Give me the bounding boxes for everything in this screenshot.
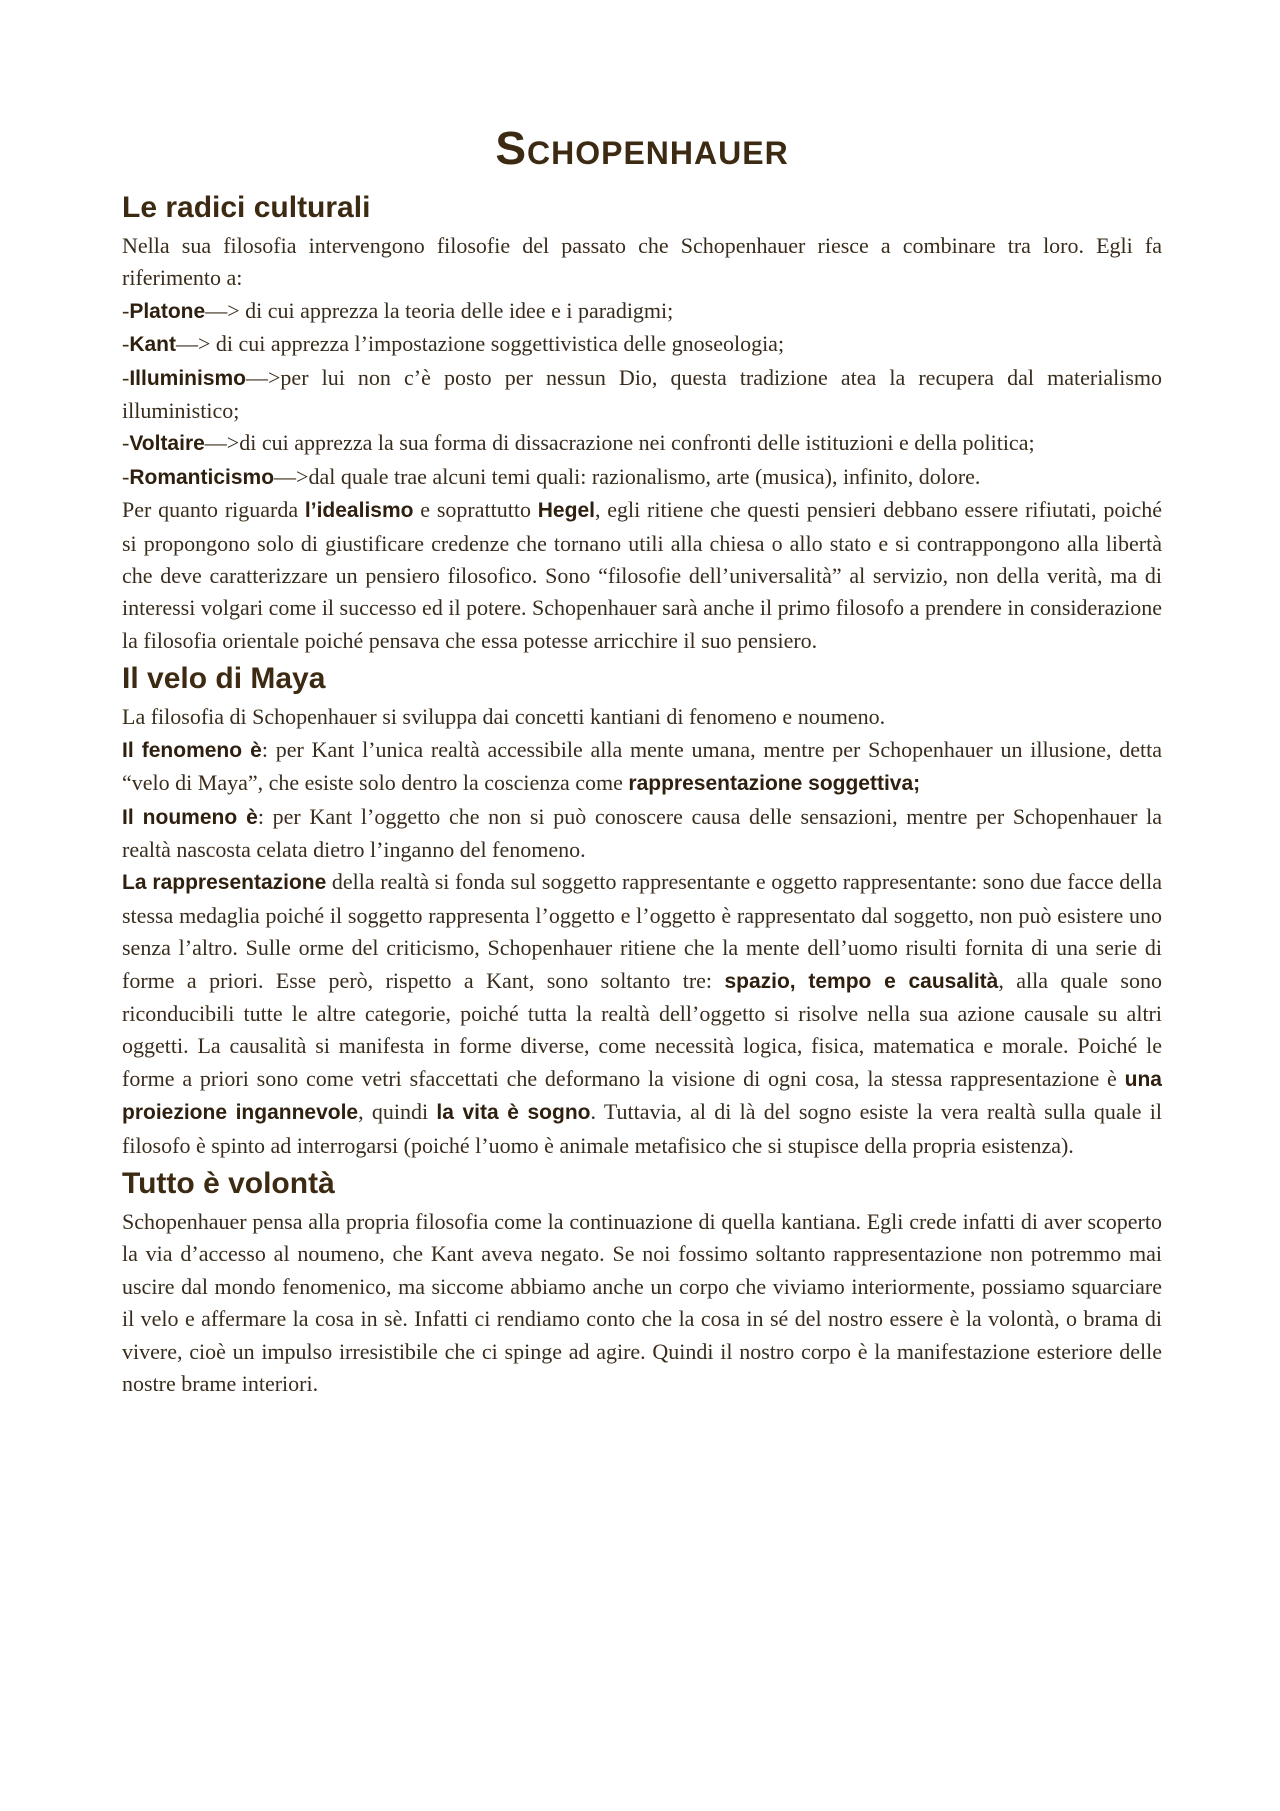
document-page [122, 120, 1162, 1400]
noumeno-paragraph: Il noumeno è: per Kant l’oggetto che non si può conoscere causa delle sensazioni, mentre per Schopenhauer la realtà nascosta celata dietro l’inganno del fenomeno. [122, 803, 1162, 862]
list-item-kant: -Kant—> di cui apprezza l’impostazione soggettivistica delle gnoseologia; [122, 331, 785, 357]
term-kant: Kant [129, 333, 176, 357]
term-illuminismo: Illuminismo [129, 366, 247, 390]
term-romanticismo: Romanticismo [129, 465, 275, 489]
fenomeno-paragraph: Il fenomeno è: per Kant l’unica realtà accessibile alla mente umana, mentre per Schopenhauer un illusione, detta “velo di Maya”, che esiste solo dentro la coscienza come rappresentazione soggettiva; [122, 736, 1162, 796]
volonta-paragraph: Schopenhauer pensa alla propria filosofia come la continuazione di quella kantiana. Egli crede infatti di aver scoperto la via d’accesso al noumeno, che Kant aveva negato. Se noi fossimo soltanto rappresentazione non potremmo mai uscire dal mondo fenomenico, ma siccome abbiamo anche un corpo che viviamo interiormente, possiamo squarciare il velo e affermare la cosa in sè. Infatti ci rendiamo conto che la cosa in sé del nostro essere è la volontà, o brama di vivere, cioè un impulso irresistibile che ci spinge ad agire. Quindi il nostro corpo è la manifestazione esteriore delle nostre brame interiori. [122, 1208, 1162, 1396]
term-platone: Platone [129, 299, 206, 323]
section-heading-radici: Le radici culturali [122, 191, 371, 224]
section-heading-maya: Il velo di Maya [122, 662, 326, 696]
rappresentazione-paragraph: La rappresentazione della realtà si fonda sul soggetto rappresentante e oggetto rappresentante: sono due facce della stessa medaglia poiché il soggetto rappresenta l’oggetto e l’oggetto è rappresentato dal soggetto, non può esistere uno senza l’altro. Sulle orme del criticismo, Schopenhauer ritiene che la mente dell’uomo risulti fornita di una serie di forme a priori. Esse però, rispetto a Kant, sono soltanto tre: spazio, tempo e causalità, alla quale sono riconducibili tutte le altre categorie, poiché tutta la realtà dell’oggetto si risolve nella sua azione causale su altri oggetti. La causalità si manifesta in forme diverse, come necessità logica, fisica, matematica e morale. Poiché le forme a priori sono come vetri sfaccettati che deformano la visione di ogni cosa, la stessa rappresentazione è una proiezione ingannevole, quindi la vita è sogno. Tuttavia, al di là del sogno esiste la vera realtà sulla quale il filosofo è spinto ad interrogarsi (poiché l’uomo è animale metafisico che si stupisce della propria esistenza). [122, 869, 1163, 1158]
intro-paragraph: Nella sua filosofia intervengono filosofie del passato che Schopenhauer riesce a combinare tra loro. Egli fa riferimento a: [122, 233, 1162, 291]
maya-paragraph-1: La filosofia di Schopenhauer si sviluppa dai concetti kantiani di fenomeno e noumeno. [122, 704, 886, 730]
list-item-voltaire: -Voltaire—>di cui apprezza la sua forma di dissacrazione nei confronti delle istituzioni e della politica; [122, 430, 1035, 456]
section-heading-volonta: Tutto è volontà [122, 1166, 335, 1200]
idealismo-paragraph: Per quanto riguarda l’idealismo e soprattutto Hegel, egli ritiene che questi pensieri debbano essere rifiutati, poiché si propongono solo di giustificare credenze che tornano utili alla chiesa o allo stato e si contrappongono alla libertà che deve caratterizzare un pensiero filosofico. Sono “filosofie dell’universalità” al servizio, non della verità, ma di interessi volgari come il successo ed il potere. Schopenhauer sarà anche il primo filosofo a prendere in considerazione la filosofia orientale poiché pensava che essa potesse arricchire il suo pensiero. [122, 497, 1163, 653]
page-title: Schopenhauer [495, 122, 789, 174]
list-item-platone: -Platone—> di cui apprezza la teoria delle idee e i paradigmi; [122, 297, 674, 323]
term-voltaire: Voltaire [129, 432, 205, 456]
list-item-romanticismo: -Romanticismo—>dal quale trae alcuni temi quali: razionalismo, arte (musica), infinito, dolore. [122, 463, 981, 489]
list-item-illuminismo: -Illuminismo—>per lui non c’è posto per nessun Dio, questa tradizione atea la recupera dal materialismo illuministico; [122, 364, 1162, 424]
